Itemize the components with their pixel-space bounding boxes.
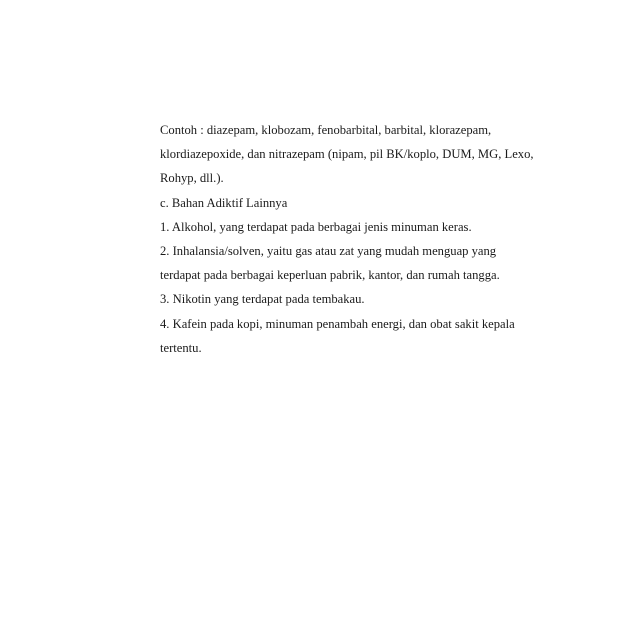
list-item: 3. Nikotin yang terdapat pada tembakau. — [160, 292, 365, 307]
list-item: 1. Alkohol, yang terdapat pada berbagai jenis minuman keras. — [160, 219, 472, 234]
text-line: Rohyp, dll.). — [160, 171, 224, 186]
body-text — [160, 121, 580, 363]
section-heading: c. Bahan Adiktif Lainnya — [160, 195, 288, 210]
list-item: 4. Kafein pada kopi, minuman penambah energi, dan obat sakit kepala — [160, 316, 515, 331]
list-item-continuation: terdapat pada berbagai keperluan pabrik, kantor, dan rumah tangga. — [160, 268, 500, 283]
list-item: 2. Inhalansia/solven, yaitu gas atau zat yang mudah menguap yang — [160, 243, 497, 258]
text-line: klordiazepoxide, dan nitrazepam (nipam, pil BK/koplo, DUM, MG, Lexo, — [160, 147, 534, 162]
list-item-continuation: tertentu. — [160, 340, 202, 355]
text-line: Contoh : diazepam, klobozam, fenobarbital, barbital, klorazepam, — [160, 123, 492, 137]
